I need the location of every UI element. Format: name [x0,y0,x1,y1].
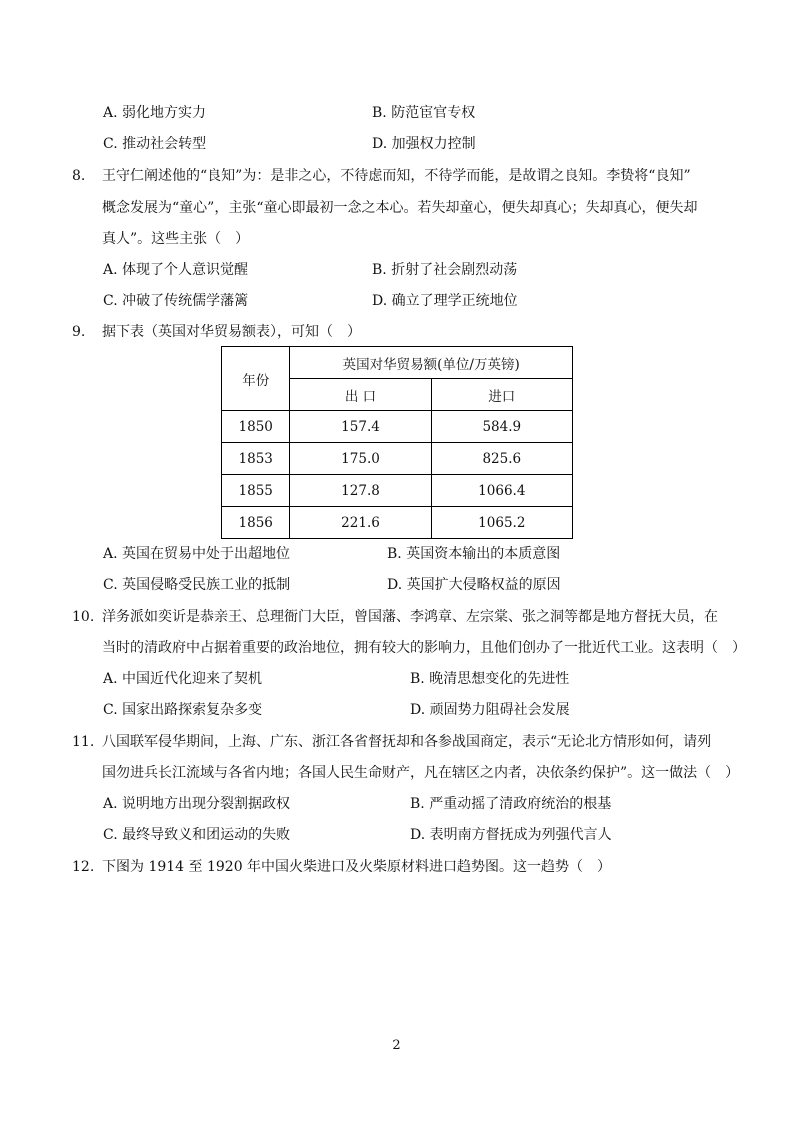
export-cell: 157.4 [290,411,431,443]
q10-number: 10. [72,609,95,625]
table-row [222,475,573,507]
q11-option-a: A. 说明地方出现分裂割据政权 [103,796,291,812]
q8-option-d: D. 确立了理学正统地位 [372,293,518,309]
q8-option-c: C. 冲破了传统儒学藩篱 [103,293,249,309]
trade-table [221,346,573,539]
q8-number: 8. [72,168,86,184]
year-cell: 1850 [222,411,290,443]
q9-stem: 据下表（英国对华贸易额表），可知（ ） [102,324,361,340]
q8-stem-line-3: 真人”。这些主张（ ） [102,231,250,247]
q11-option-d: D. 表明南方督抚成为列强代言人 [410,827,612,843]
q7-option-a: A. 弱化地方实力 [103,105,207,121]
q9-option-a: A. 英国在贸易中处于出超地位 [103,546,291,562]
export-cell: 127.8 [290,475,431,507]
year-cell: 1856 [222,507,290,539]
q11-stem-line-2: 国勿进兵长江流域与各省内地；各国人民生命财产，凡在辖区之内者，决依条约保护”。这一做法（ ） [102,765,740,781]
q10-option-a: A. 中国近代化迎来了契机 [103,671,263,687]
import-cell: 584.9 [431,411,572,443]
q10-stem-line-2: 当时的清政府中占据着重要的政治地位，拥有较大的影响力，且他们创办了一批近代工业。这表明（ ） [102,640,746,656]
q9-option-c: C. 英国侵略受民族工业的抵制 [103,577,291,593]
q9-option-b: B. 英国资本输出的本质意图 [387,546,561,562]
q7-option-b: B. 防范宦官专权 [372,105,476,121]
q10-option-d: D. 顽固势力阻碍社会发展 [410,702,570,718]
q7-option-c: C. 推动社会转型 [103,136,207,152]
q12-stem: 下图为 1914 至 1920 年中国火柴进口及火柴原材料进口趋势图。这一趋势（ ） [102,859,612,875]
q11-option-b: B. 严重动摇了清政府统治的根基 [410,796,612,812]
year-cell: 1855 [222,475,290,507]
q11-number: 11. [72,734,95,750]
page-number: 2 [392,1038,401,1053]
export-header: 出 口 [290,379,431,411]
import-cell: 825.6 [431,443,572,475]
table-row [222,443,573,475]
year-cell: 1853 [222,443,290,475]
q12-number: 12. [72,859,95,875]
q11-option-c: C. 最终导致义和团运动的失败 [103,827,291,843]
q9-number: 9. [72,324,86,340]
import-cell: 1065.2 [431,507,572,539]
q7-option-d: D. 加强权力控制 [372,136,476,152]
q8-option-b: B. 折射了社会剧烈动荡 [372,262,518,278]
trade-group-header: 英国对华贸易额(单位/万英镑) [290,347,573,379]
table-row [222,507,573,539]
q8-option-a: A. 体现了个人意识觉醒 [103,262,249,278]
import-header: 进口 [431,379,572,411]
q10-option-b: B. 晚清思想变化的先进性 [410,671,570,687]
q8-stem-line-2: 概念发展为“童心”，主张“童心即最初一念之本心。若失却童心，便失却真心；失却真心，便失却 [102,200,698,216]
table-row [222,411,573,443]
q8-stem-line-1: 王守仁阐述他的“良知”为：是非之心，不待虑而知，不待学而能，是故谓之良知。李贽将“良知” [102,168,691,184]
table-header-row [222,347,573,379]
year-header: 年份 [222,347,290,411]
q10-option-c: C. 国家出路探索复杂多变 [103,702,263,718]
import-cell: 1066.4 [431,475,572,507]
export-cell: 221.6 [290,507,431,539]
q10-stem-line-1: 洋务派如奕䜣是恭亲王、总理衙门大臣，曾国藩、李鸿章、左宗棠、张之洞等都是地方督抚大员，在 [102,609,718,625]
q9-option-d: D. 英国扩大侵略权益的原因 [387,577,561,593]
q11-stem-line-1: 八国联军侵华期间，上海、广东、浙江各省督抚却和各参战国商定，表示“无论北方情形如何，请列 [102,734,712,750]
export-cell: 175.0 [290,443,431,475]
